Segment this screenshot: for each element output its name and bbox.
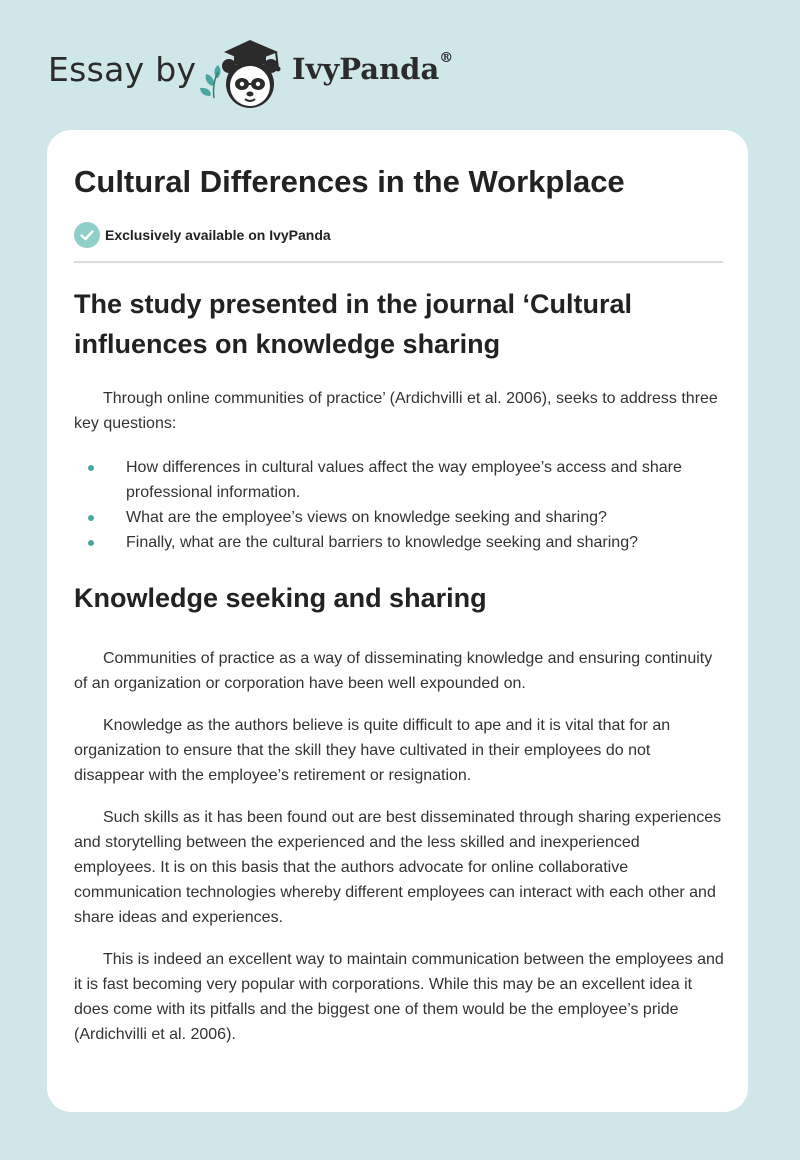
list-item: How differences in cultural values affect the way employee’s access and share professional information. bbox=[74, 455, 724, 505]
paragraph: Such skills as it has been found out are best disseminated through sharing experiences and storytelling between the experienced and the less skilled and inexperienced employees. It is on this basis that the authors advocate for online collaborative communication technologies whereby different employees can interact with each other and share ideas and experiences. bbox=[74, 809, 722, 926]
section-heading: The study presented in the journal ‘Cultural influences on knowledge sharing bbox=[74, 289, 633, 359]
bullet-icon bbox=[88, 465, 94, 471]
essay-card bbox=[47, 130, 748, 1112]
section-heading: Knowledge seeking and sharing bbox=[74, 583, 487, 613]
list-item: What are the employee’s views on knowledge seeking and sharing? bbox=[74, 505, 724, 530]
check-circle-icon bbox=[74, 222, 100, 248]
paragraph: Knowledge as the authors believe is quite difficult to ape and it is vital that for an organization to ensure that the skill they have cultivated in their employees do not disappear with the employee’s retirement or resignation. bbox=[74, 717, 671, 784]
registered-mark: ® bbox=[439, 50, 454, 66]
essay-by-label: Essay by bbox=[48, 50, 197, 89]
panda-graduate-icon[interactable] bbox=[198, 34, 290, 110]
essay-body bbox=[74, 280, 724, 1047]
question-list bbox=[74, 455, 724, 555]
badge-text: Exclusively available on IvyPanda bbox=[105, 227, 331, 243]
bullet-icon bbox=[88, 515, 94, 521]
title-divider bbox=[74, 261, 723, 263]
paragraph: This is indeed an excellent way to maintain communication between the employees and it is fast becoming very popular with corporations. While this may be an excellent idea it does come with its pitfalls and the biggest one of them would be the employee’s pride (Ardichvilli et al. 2006). bbox=[74, 951, 724, 1043]
bullet-icon bbox=[88, 540, 94, 546]
site-header bbox=[0, 0, 800, 130]
exclusive-badge bbox=[74, 222, 331, 248]
brand-name[interactable]: IvyPanda® bbox=[292, 50, 454, 86]
list-item: Finally, what are the cultural barriers to knowledge seeking and sharing? bbox=[74, 530, 724, 555]
page-title: Cultural Differences in the Workplace bbox=[74, 164, 625, 199]
paragraph: Through online communities of practice’ (Ardichvilli et al. 2006), seeks to address three key questions: bbox=[74, 390, 718, 432]
paragraph: Communities of practice as a way of disseminating knowledge and ensuring continuity of an organization or corporation have been well expounded on. bbox=[74, 650, 713, 692]
